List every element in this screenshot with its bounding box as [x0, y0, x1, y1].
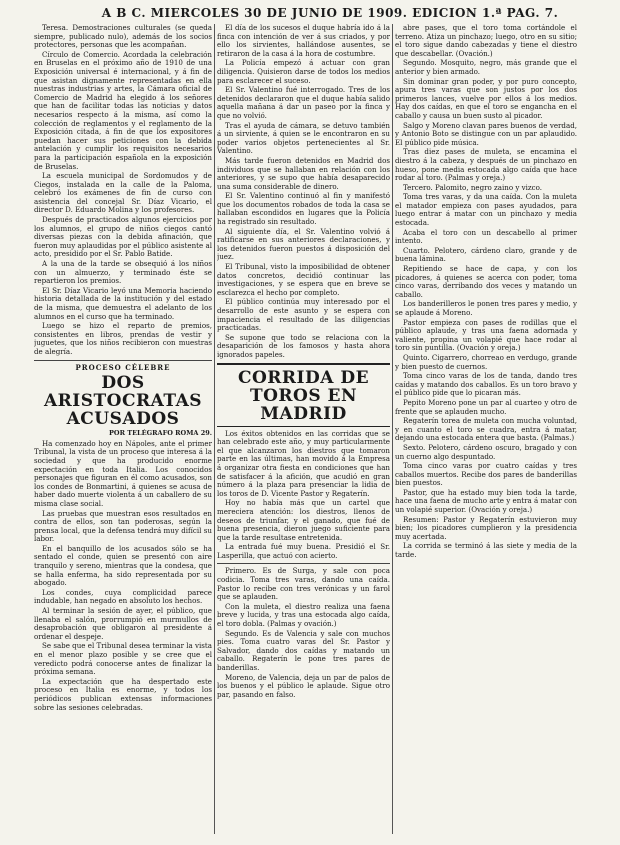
article-paragraph: Regaterín torea de muleta con mucha voluntad, y en cuanto el toro se cuadra, entra á matar, dejando una estocada entera que basta. (Palmas.)	[395, 416, 577, 443]
masthead: A B C. MIERCOLES 30 DE JUNIO DE 1909. EDICION 1.ª PAG. 7.	[101, 6, 559, 20]
article-paragraph: Pepito Moreno pone un par al cuarteo y otro de frente que se aplauden mucho.	[395, 397, 577, 416]
article-paragraph: En el banquillo de los acusados sólo se ha sentado el conde, quien se presentó con aire tranquilo y sereno, mientras que la condesa, que se halla enferma, ha sido representada por su abogado.	[34, 543, 212, 588]
byline-source: POR TELÉGRAFO	[109, 429, 173, 438]
divider	[34, 360, 212, 361]
headline-aristocratas: DOS ARISTOCRATAS ACUSADOS	[43, 373, 203, 430]
article-paragraph: Acaba el toro con un descabello al primer intento.	[395, 227, 577, 246]
article-paragraph: Toma tres varas, y da una caída. Con la muleta el matador empieza con pases ayudados, para luego entrar á matar con un pinchazo y media estocada.	[395, 192, 577, 228]
article-paragraph: El Tribunal, visto la imposibilidad de obtener datos concretos, decidió continuar las investigaciones, y se espera que en breve se esclarezca el hecho por completo.	[217, 262, 390, 297]
byline	[34, 429, 212, 438]
article-paragraph: Sexto. Pelotero, cárdeno oscuro, bragado y con un cuerno algo despuntado.	[395, 442, 577, 461]
article-paragraph: Toma cinco varas de los de tanda, dando tres caídas y matando dos caballos. Es un toro bravo y el público pide que lo picaran más.	[395, 371, 577, 398]
article-paragraph: Se sabe que el Tribunal desea terminar la vista en el menor plazo posible y se cree que el veredicto podrá conocerse antes de finalizar la próxima semana.	[34, 641, 212, 677]
article-paragraph: Segundo. Mosquito, negro, más grande que el anterior y bien armado.	[395, 58, 577, 76]
article-paragraph: Ha comenzado hoy en Nápoles, ante el primer Tribunal, la vista de un proceso que interesa á la sociedad y que ha producido enorme expectación en toda Italia. Los conocidos personajes que figuran en él como acusados, son los condes de Bonmartini, á quienes se acusa de haber dado muerte violenta á un caballero de su misma clase social.	[34, 438, 212, 508]
article-paragraph: Con la muleta, el diestro realiza una faena breve y lucida, y tras una estocada algo caída, el toro dobla. (Palmas y ovación.)	[217, 601, 390, 629]
article-paragraph: A la una de la tarde se obsequió á los niños con un almuerzo, y terminado éste se repartieron los premios.	[34, 259, 212, 286]
article-paragraph: El Sr. Valentino fué interrogado. Tres de los detenidos declararon que el duque había salido aquella mañana á dar un paseo por la finca y que no volvió.	[217, 85, 390, 120]
article-paragraph: Las pruebas que muestran esos resultados en contra de ellos, son tan poderosas, según la prensa local, que la defensa tendrá muy difícil su labor.	[34, 508, 212, 544]
article-paragraph: La entrada fué muy buena. Presidió el Sr. Lasperilla, que actuó con acierto.	[217, 542, 390, 560]
article-paragraph: La escuela municipal de Sordomudos y de Ciegos, instalada en la calle de la Paloma, celebró los exámenes de fin de curso con asistencia del concejal Sr. Díaz Vicario, el director D. Eduardo Molina y los profesores.	[34, 171, 212, 215]
headline-box	[217, 363, 390, 427]
column-1	[34, 24, 212, 836]
section-label: PROCESO CÉLEBRE	[75, 362, 171, 372]
article-paragraph: Tras el ayuda de cámara, se detuvo también á un sirviente, á quien se le encontraron en su poder varios objetos pertenecientes al Sr. Valentino.	[217, 120, 390, 156]
article-paragraph: abre pases, que el toro toma cortándole el terreno. Atiza un pinchazo; luego, otro en su sitio; el toro sigue dando cabezadas y tiene el diestro que descabellar. (Ovación.)	[395, 24, 577, 58]
article-paragraph: La Policía empezó á actuar con gran diligencia. Quisieron darse de todos los medios para esclarecer el suceso.	[217, 58, 390, 85]
article-paragraph: Círculo de Comercio. Acordada la celebración en Bruselas en el próximo año de 1910 de una Exposición universal é internacional, y á fin de que asistan dignamente representadas en ella nuestras industrias y artes, la Cámara oficial de Comercio de Madrid ha elegido á los señores que han de facilitar todas las noticias y datos necesarios respecto á la misma, así como la colección de reglamentos y el reglamento de la Exposición citada, á fin de que los expositores puedan hacer sus peticiones con la debida antelación y cumplir los requisitos necesarios para la participación española en la exposición de Bruselas.	[34, 49, 212, 171]
article-paragraph: Segundo. Es de Valencia y sale con muchos pies. Toma cuatro varas del Sr. Pastor y Salvador, dando dos caídas y matando un caballo. Regaterín le pone tres pares de banderillas.	[217, 628, 390, 672]
article-paragraph: Pastor empieza con pases de rodillas que el público aplaude, y tras una faena adornada y valiente, propina un volapié que hace rodar al toro sin puntilla. (Ovación y oreja.)	[395, 317, 577, 353]
column-3	[395, 24, 577, 836]
divider	[217, 563, 390, 564]
article-paragraph: Los banderilleros le ponen tres pares y medio, y se aplaude á Moreno.	[395, 299, 577, 317]
article-paragraph: Repitiendo se hace de capa, y con los picadores, á quienes se acerca con poder, toma cinco varas, derribando dos veces y matando un caballo.	[395, 264, 577, 299]
article-paragraph: Sin dominar gran poder, y por puro concepto, apura tres varas que son justos por los dos primeros lances, vuelve por ellos á los medios. Hay dos caídas, en que el toro se engancha en el caballo y causa un buen susto al picador.	[395, 76, 577, 120]
article-paragraph: Más tarde fueron detenidos en Madrid dos individuos que se hallaban en relación con los anteriores, y se supo que había desaparecido una suma considerable de dinero.	[217, 155, 390, 191]
article-paragraph: El Sr. Díaz Vicario leyó una Memoria haciendo historia detallada de la institución y del estado de la misma, que demuestra el adelanto de los alumnos en el curso que ha terminado.	[34, 285, 212, 321]
article-paragraph: La corrida se terminó á las siete y media de la tarde.	[395, 541, 577, 560]
article-paragraph: El público continúa muy interesado por el desarrollo de este asunto y se espera con impaciencia el resultado de las diligencias practicadas.	[217, 297, 390, 333]
article-paragraph: Cuarto. Pelotero, cárdeno claro, grande y de buena lámina.	[395, 245, 577, 264]
article-paragraph: Pastor, que ha estado muy bien toda la tarde, hace una faena de mucho arte y entra á matar con un volapié superior. (Ovación y oreja.)	[395, 487, 577, 515]
headline-corrida: CORRIDA DE TOROS EN MADRID	[237, 367, 370, 424]
article-paragraph: El Sr. Valentino continuó al fin y manifestó que los documentos robados de toda la casa se hallaban escondidos en lugares que la Policía ha registrado sin resultado.	[217, 191, 390, 227]
dateline: ROMA 29.	[175, 429, 212, 438]
article-paragraph: Primero. Es de Surga, y sale con poca codicia. Toma tres varas, dando una caída. Pastor lo recibe con tres verónicas y un farol que se aplauden.	[217, 566, 390, 602]
article-paragraph: Luego se hizo el reparto de premios, consistentes en libros, prendas de vestir y juguetes, que los niños recibieron con muestras de alegría.	[34, 321, 212, 356]
article-paragraph: Resumen: Pastor y Regaterín estuvieron muy bien; los picadores cumplieron y la presidencia muy acertada.	[395, 514, 577, 541]
article-paragraph: Teresa. Demostraciones culturales (se queda siempre, publicado nulo), además de los socios protectores, personas que les acompañan.	[34, 24, 212, 50]
article-paragraph: El día de los sucesos el duque habría ido á la finca con intención de ver á sus criados, y por ello los sirvientes, hallándose ausentes, se retiraron de la casa á la hora de costumbre.	[217, 24, 390, 58]
article-paragraph: Toma cinco varas por cuatro caídas y tres caballos muertos. Recibe dos pares de banderillas bien puestos.	[395, 461, 577, 488]
article-paragraph: Tras diez pases de muleta, se encamina el diestro á la cabeza, y después de un pinchazo en hueso, pone media estocada algo caída que hace rodar al toro. (Palmas y oreja.)	[395, 147, 577, 183]
column-rule	[214, 24, 215, 834]
article-paragraph: Quinto. Cigarrero, chorreao en verdugo, grande y bien puesto de cuernos.	[395, 352, 577, 371]
column-rule	[392, 24, 393, 834]
article-paragraph: Moreno, de Valencia, deja un par de palos de los buenos y el público le aplaude. Sigue otro par, pasando en falso.	[217, 672, 390, 699]
article-paragraph: Los éxitos obtenidos en las corridas que se han celebrado este año, y muy particularmente el que alcanzaron los diestros que tomaron parte en las últimas, han movido á la Empresa á organizar otra fiesta en condiciones que han de satisfacer á la afición, que acudió en gran número á la plaza para presenciar la lidia de los toros de D. Vicente Pastor y Regaterín.	[217, 428, 390, 498]
article-paragraph: La expectación que ha despertado este proceso en Italia es enorme, y todos los periódicos publican extensas informaciones sobre las sesiones celebradas.	[34, 676, 212, 712]
article-paragraph: Se supone que todo se relaciona con la desaparición de los famosos y hasta ahora ignorados papeles.	[217, 332, 390, 359]
column-2	[217, 24, 390, 836]
article-paragraph: Al terminar la sesión de ayer, el público, que llenaba el salón, prorrumpió en murmullos de desaprobación que obligaron al presidente á ordenar el despeje.	[34, 606, 212, 641]
article-paragraph: Hoy no había más que un cartel que mereciera atención: los diestros, llenos de deseos de triunfar, y el ganado, que fué de buena presencia, dieron juego suficiente para que la tarde resultase entretenida.	[217, 498, 390, 542]
article-paragraph: Tercero. Palomito, negro zaino y vizco.	[403, 182, 543, 192]
article-paragraph: Los condes, cuya complicidad parece indudable, han negado en absoluto los hechos.	[34, 587, 212, 606]
article-paragraph: Al siguiente día, el Sr. Valentino volvió á ratificarse en sus anteriores declaraciones, y los detenidos fueron puestos á disposición del juez.	[217, 226, 390, 262]
article-paragraph: Salgo y Moreno clavan pares buenos de verdad, y Antonio Boto se distingue con un par aplaudido. El público pide música.	[395, 120, 577, 147]
article-paragraph: Después de practicados algunos ejercicios por los alumnos, el grupo de niños ciegos cantó diversas piezas con la debida afinación, que fueron muy aplaudidas por el público asistente al acto, presidido por el Sr. Pablo Batide.	[34, 215, 212, 259]
